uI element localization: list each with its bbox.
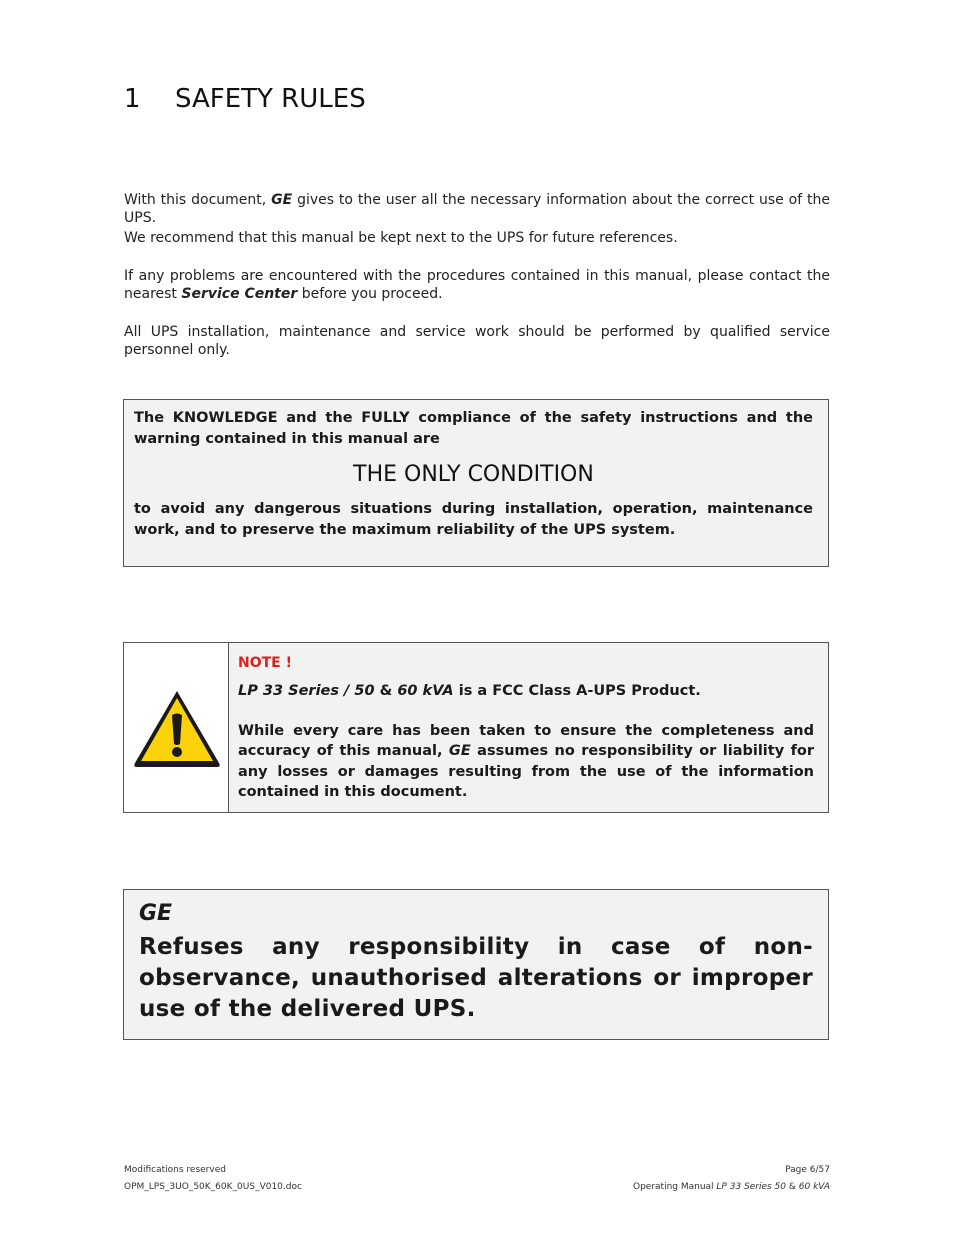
note-text-cell: [229, 643, 828, 812]
condition-outro: to avoid any dangerous situations during installation, operation, maintenance work, and to preserve the maximum reliability of the UPS system.: [134, 501, 813, 538]
disclaimer-text: [238, 721, 814, 803]
intro-paragraph: [124, 191, 830, 227]
section-number: 1: [124, 84, 141, 114]
footer-manual-title: [633, 1182, 830, 1192]
text-run: &: [786, 1182, 799, 1192]
footer-page-number: Page 6/57: [785, 1165, 830, 1175]
condition-intro: The KNOWLEDGE and the FULLY compliance of the safety instructions and the warning contained in this manual are: [134, 410, 813, 447]
condition-headline: THE ONLY CONDITION: [353, 462, 594, 487]
brand-name: GE: [271, 192, 293, 208]
text-run: With this document,: [124, 192, 272, 208]
footer-filename: OPM_LPS_3UO_50K_60K_0US_V010.doc: [124, 1182, 302, 1192]
note-icon-cell: [124, 643, 229, 812]
problems-paragraph: [124, 267, 830, 303]
refusal-text: Refuses any responsibility in case of non-observance, unauthorised alterations or improper use of the delivered UPS.: [139, 934, 813, 1022]
text-run: assumes no responsibility or liability for any losses or damages resulting from the use of the information contained in this document.: [238, 743, 814, 800]
text-run: &: [374, 683, 398, 699]
text-run: 60 kVA: [798, 1182, 830, 1192]
text-run: If any problems are encountered with the procedures contained in this manual, please contact the nearest: [124, 268, 830, 302]
warning-triangle-icon: [131, 687, 223, 769]
text-run: is a FCC Class A-UPS Product.: [453, 683, 701, 699]
refusal-box: [123, 889, 829, 1040]
product-statement: [238, 681, 814, 702]
note-label: NOTE !: [238, 655, 292, 671]
footer-modifications: Modifications reserved: [124, 1165, 226, 1175]
installation-paragraph: All UPS installation, maintenance and service work should be performed by qualified service personnel only.: [124, 324, 830, 358]
note-box: [123, 642, 829, 813]
section-title: SAFETY RULES: [175, 84, 366, 114]
service-center-text: Service Center: [181, 286, 298, 302]
page-heading: [124, 84, 366, 114]
product-series: LP 33 Series / 50: [238, 683, 375, 699]
condition-box: [123, 399, 829, 567]
text-run: LP 33 Series 50: [716, 1182, 787, 1192]
text-run: before you proceed.: [297, 286, 443, 302]
refusal-brand: GE: [139, 901, 173, 926]
text-run: While every care has been taken to ensure the completeness and accuracy of this manual,: [238, 722, 814, 759]
text-run: gives to the user all the necessary information about the correct use of the UPS.: [124, 192, 830, 226]
brand-name: GE: [448, 743, 471, 759]
product-rating: 60 kVA: [397, 683, 454, 699]
text-run: Operating Manual: [632, 1182, 717, 1192]
recommend-paragraph: We recommend that this manual be kept next to the UPS for future references.: [124, 230, 678, 246]
